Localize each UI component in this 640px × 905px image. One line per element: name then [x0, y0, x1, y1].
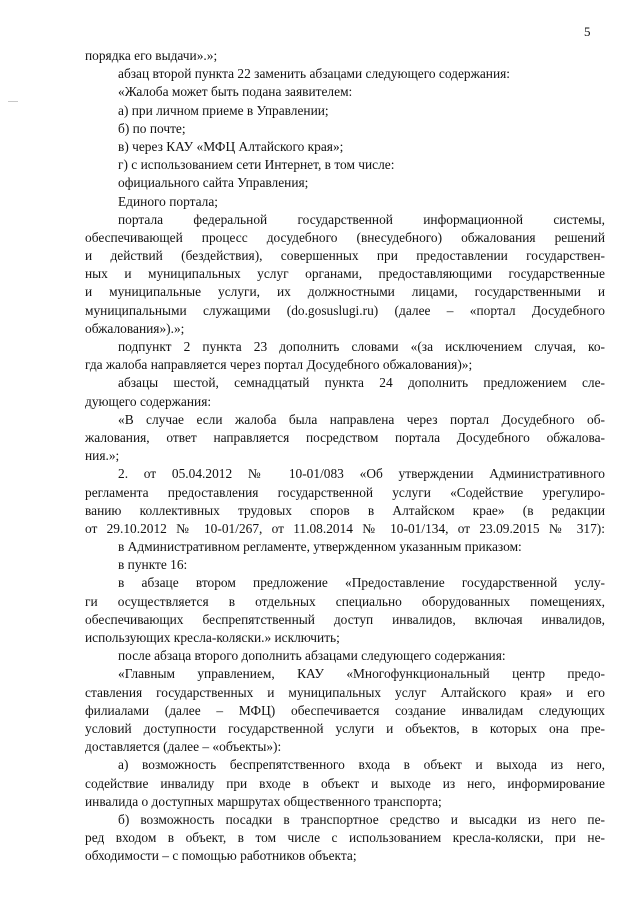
page-number: 5 [584, 24, 591, 39]
text-line: в Административном регламенте, утвержденном указанным приказом: [118, 539, 522, 555]
text-line: ванию коллективных трудовых споров в Алтайском крае» (в редакции [85, 502, 605, 518]
text-line: «Жалоба может быть подана заявителем: [118, 84, 353, 100]
text-line: б) возможность посадки в транспортное средство и высадки из него пе- [118, 811, 605, 827]
text-line: от 29.10.2012 № 10-01/267, от 11.08.2014 № 10-01/134, от 23.09.2015 № 317): [85, 520, 605, 536]
text-line: ставления государственных и муниципальных услуг Алтайского края» и его [85, 684, 605, 700]
scan-margin-mark [8, 101, 18, 102]
text-line: содействие инвалиду при входе в объект и выходе из него, информирование [85, 775, 605, 791]
document-body [85, 47, 605, 865]
text-line: и действий (бездействия), совершенных при предоставлении государствен- [85, 248, 605, 264]
text-line: доставляется (далее – «объекты»): [85, 739, 282, 755]
text-line: обжалования»).»; [85, 320, 185, 336]
text-line: ния.»; [85, 448, 120, 464]
text-line: филиалами (далее – МФЦ) обеспечивается создание инвалидам следующих [85, 702, 605, 718]
text-line: условий доступности государственной услуги и объектов, в которых она пре- [85, 720, 605, 736]
text-line: а) возможность беспрепятственного входа в объект и выхода из него, [118, 757, 605, 773]
text-line: гда жалоба направляется через портал Досудебного обжалования)»; [85, 357, 473, 373]
text-line: «Главным управлением, КАУ «Многофункциональный центр предо- [118, 666, 605, 682]
text-line: Единого портала; [118, 193, 219, 209]
text-line: б) по почте; [118, 120, 186, 136]
text-line: дующего содержания: [85, 393, 212, 409]
text-line: жалования, ответ направляется посредством портала Досудебного обжалова- [85, 429, 605, 445]
text-line: инвалида о доступных маршрутах общественного транспорта; [85, 793, 442, 809]
text-line: обходимости – с помощью работников объекта; [85, 848, 357, 864]
text-line: порядка его выдачи».»; [85, 48, 218, 63]
text-line: использующих кресла-коляски.» исключить; [85, 630, 340, 645]
text-line: и муниципальные услуги, их должностными лицами, государственными и [85, 284, 605, 300]
text-line: обеспечивающей процесс досудебного (внесудебного) обжалования решений [85, 229, 605, 245]
text-line: ред входом в объект, в том числе с использованием кресла-коляски, при не- [85, 830, 605, 846]
text-line: абзацы шестой, семнадцатый пункта 24 дополнить предложением сле- [118, 375, 605, 391]
text-line: портала федеральной государственной информационной системы, [118, 211, 605, 227]
text-line: 2. от 05.04.2012 № 10-01/083 «Об утверждении Административного [118, 466, 605, 482]
text-line: в абзаце втором предложение «Предоставление государственной услу- [118, 575, 605, 591]
text-line: абзац второй пункта 22 заменить абзацами следующего содержания: [118, 66, 511, 82]
text-line: «В случае если жалоба была направлена через портал Досудебного об- [118, 411, 605, 427]
text-line: официального сайта Управления; [118, 175, 309, 191]
text-line: после абзаца второго дополнить абзацами следующего содержания: [118, 648, 506, 664]
text-line: в пункте 16: [118, 557, 188, 573]
text-line: муниципальными служащими (do.gosuslugi.ru) (далее – «портал Досудебного [85, 302, 605, 318]
text-line: обеспечивающих беспрепятственный доступ инвалидов, включая инвалидов, [85, 611, 605, 627]
text-line: в) через КАУ «МФЦ Алтайского края»; [118, 138, 344, 154]
text-line: регламента предоставления государственной услуги «Содействие урегулиро- [85, 484, 605, 500]
text-line: подпункт 2 пункта 23 дополнить словами «(за исключением случая, ко- [118, 339, 605, 354]
text-line: г) с использованием сети Интернет, в том числе: [118, 157, 395, 173]
text-line: а) при личном приеме в Управлении; [118, 102, 329, 118]
text-line: ги осуществляется в отдельных специально оборудованных помещениях, [85, 593, 605, 609]
text-line: ных и муниципальных услуг органами, предоставляющими государственные [85, 266, 605, 282]
